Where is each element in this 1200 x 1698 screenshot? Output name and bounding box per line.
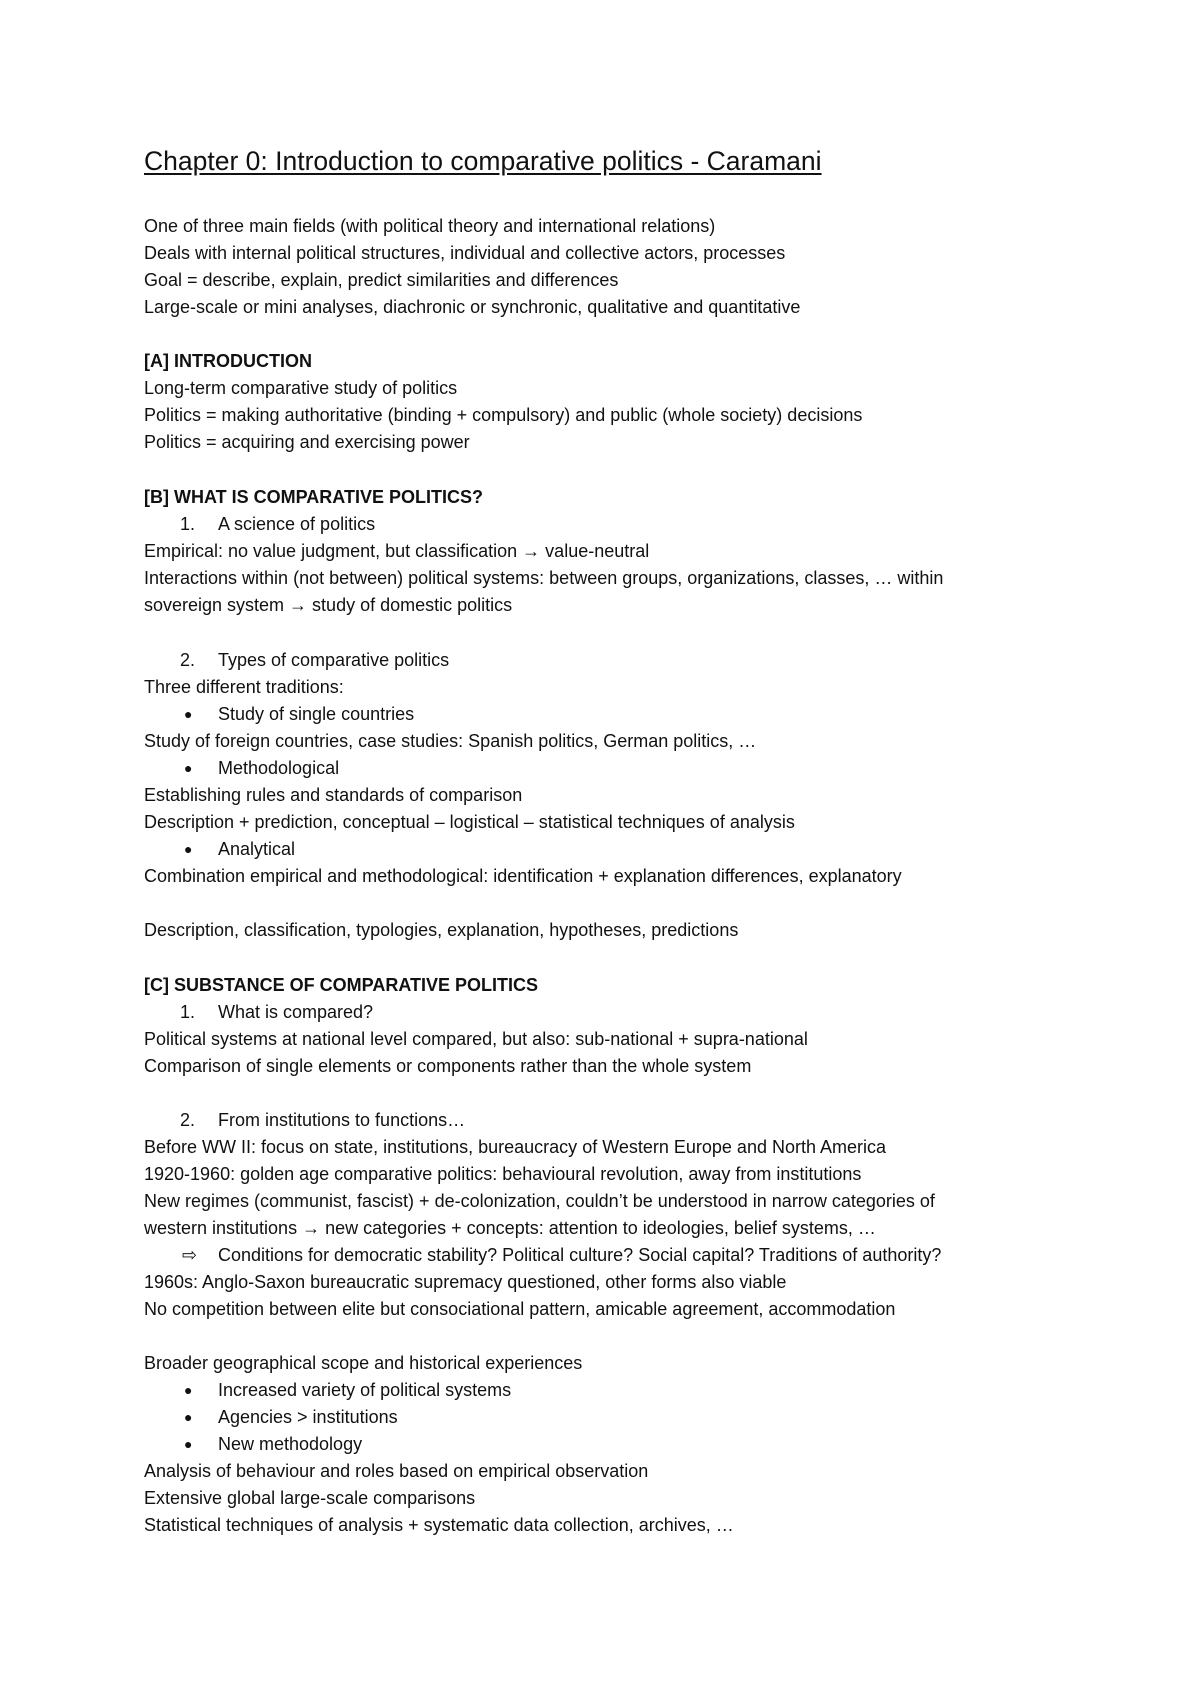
bullet-dot-icon: ● [184,1409,193,1425]
section-heading: [C] SUBSTANCE OF COMPARATIVE POLITICS [144,975,538,995]
text-line: Statistical techniques of analysis + systematic data collection, archives, … [144,1515,734,1535]
bullet-item: Increased variety of political systems [218,1380,512,1400]
text-line: Before WW II: focus on state, institutions, bureaucracy of Western Europe and North America [144,1137,887,1157]
text-line: Politics = acquiring and exercising power [144,432,470,452]
bullet-dot-icon: ● [184,760,193,776]
bullet-item: Analytical [218,839,296,859]
text-line: Long-term comparative study of politics [144,378,458,398]
list-number: 2. [180,650,196,670]
text-line: 1960s: Anglo-Saxon bureaucratic supremacy questioned, other forms also viable [144,1272,787,1292]
text-line: New regimes (communist, fascist) + de-colonization, couldn’t be understood in narrow categories of [144,1191,935,1211]
text-line: One of three main fields (with political theory and international relations) [144,216,716,236]
outline-right-arrow-icon: ⇨ [182,1245,198,1265]
text-line: Three different traditions: [144,677,344,697]
text-line: No competition between elite but consociational pattern, amicable agreement, accommodation [144,1299,896,1319]
numbered-item: Types of comparative politics [218,650,450,670]
list-number: 1. [180,1002,196,1022]
list-number: 2. [180,1110,196,1130]
bullet-dot-icon: ● [184,706,193,722]
text-line: sovereign system → study of domestic politics [144,595,513,615]
text-line: Establishing rules and standards of comparison [144,785,523,805]
numbered-item: A science of politics [218,514,376,534]
text-line: Empirical: no value judgment, but classification → value-neutral [144,541,650,561]
text-line: Combination empirical and methodological: identification + explanation differences, explanatory [144,866,902,886]
text-line: Extensive global large-scale comparisons [144,1488,476,1508]
text-line: Analysis of behaviour and roles based on empirical observation [144,1461,649,1481]
text-line: 1920-1960: golden age comparative politics: behavioural revolution, away from institutions [144,1164,862,1184]
page-title: Chapter 0: Introduction to comparative politics - Caramani [144,146,822,176]
text-line: Large-scale or mini analyses, diachronic or synchronic, qualitative and quantitative [144,297,801,317]
list-number: 1. [180,514,196,534]
text-line: western institutions → new categories + concepts: attention to ideologies, belief systems, … [144,1218,876,1238]
section-heading: [A] INTRODUCTION [144,351,312,371]
text-line: Broader geographical scope and historical experiences [144,1353,583,1373]
text-line: Comparison of single elements or components rather than the whole system [144,1056,752,1076]
numbered-item: What is compared? [218,1002,374,1022]
text-line: Deals with internal political structures, individual and collective actors, processes [144,243,786,263]
text-line: Study of foreign countries, case studies: Spanish politics, German politics, … [144,731,757,751]
bullet-item: Study of single countries [218,704,415,724]
bullet-dot-icon: ● [184,841,193,857]
text-line: Interactions within (not between) political systems: between groups, organizations, classes, … within [144,568,944,588]
text-line: Description + prediction, conceptual – logistical – statistical techniques of analysis [144,812,795,832]
bullet-item: New methodology [218,1434,363,1454]
text-line: Political systems at national level compared, but also: sub-national + supra-national [144,1029,808,1049]
text-line: Description, classification, typologies, explanation, hypotheses, predictions [144,920,739,940]
bullet-dot-icon: ● [184,1382,193,1398]
numbered-item: From institutions to functions… [218,1110,466,1130]
bullet-item: Agencies > institutions [218,1407,398,1427]
bullet-item: Methodological [218,758,340,778]
arrow-item: Conditions for democratic stability? Political culture? Social capital? Traditions of authority? [218,1245,942,1265]
text-line: Politics = making authoritative (binding + compulsory) and public (whole society) decisions [144,405,863,425]
text-line: Goal = describe, explain, predict similarities and differences [144,270,619,290]
section-heading: [B] WHAT IS COMPARATIVE POLITICS? [144,487,483,507]
bullet-dot-icon: ● [184,1436,193,1452]
